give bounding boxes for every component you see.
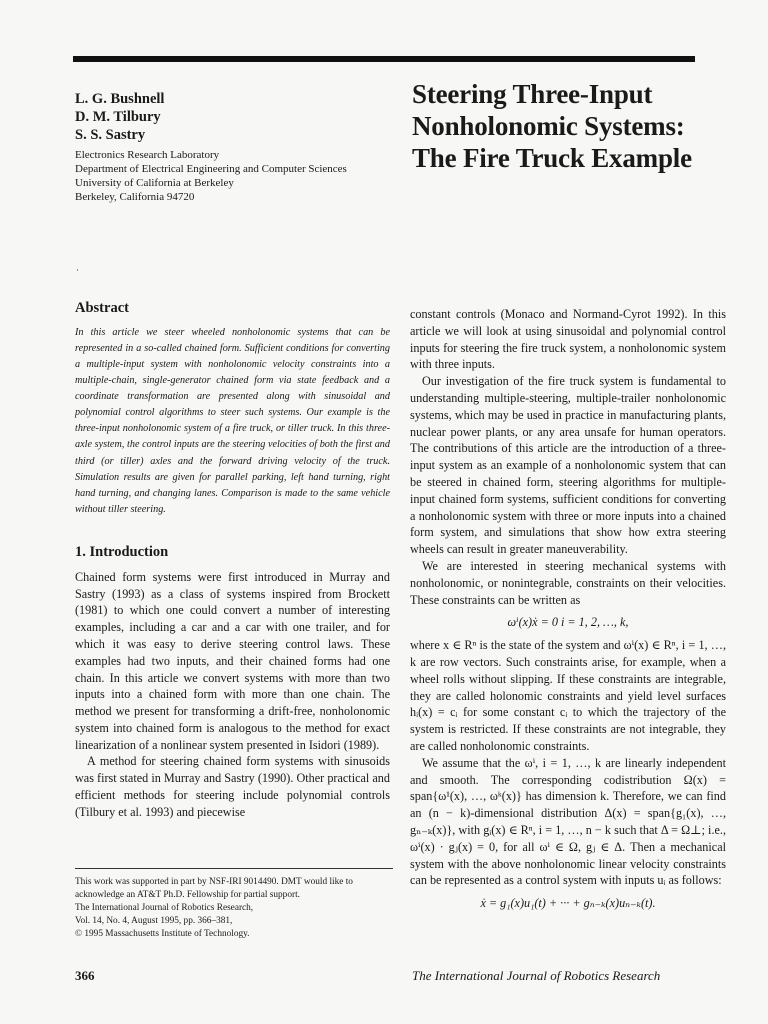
footnote-line: Vol. 14, No. 4, August 1995, pp. 366–381, xyxy=(75,916,233,926)
author-block xyxy=(75,90,405,204)
author-name: S. S. Sastry xyxy=(75,127,146,143)
page-number: 366 xyxy=(75,968,95,983)
body-paragraph-1: constant controls (Monaco and Normand-Cyrot 1992). In this article we will look at using sinusoidal and polynomial control inputs for steering the fire truck system, a nonholonomic system with three inputs. xyxy=(410,307,726,372)
body-paragraph-4: where x ∈ Rⁿ is the state of the system and ωⁱ(x) ∈ Rⁿ, i = 1, …, k are row vectors. Such constraints arise, for example, when a wheel rolls without slipping. If these constraints are integrable, they are called holonomic constraints and yield level surfaces hᵢ(x) = cᵢ for some constant cᵢ to which the trajectory of the system is restricted. If these constraints are not integrable, they are called nonholonomic constraints. xyxy=(410,638,726,753)
header-rule xyxy=(73,56,695,62)
abstract-text: In this article we steer wheeled nonholonomic systems that can be represented in a so-called chained form. Sufficient conditions for converting a multiple-input system with nonholonomic velocity constraints into a multiple-chain, single-generator chained form via state feedback and a coordinate transformation are presented along with sinusoidal and polynomial control algorithms to steer such systems. Our example is the three-input nonholonomic system of a fire truck, or tiller truck. In this three-axle system, the control inputs are the steering velocities of both the first and third (or tiller) axles and the forward driving velocity of the truck. Simulation results are given for parallel parking, left hand turning, right hand turning, and changing lanes. Comparison is made to the same vehicle without tiller steering. xyxy=(75,326,390,515)
article-title: Steering Three-Input Nonholonomic Systems: The Fire Truck Example xyxy=(412,79,692,173)
affiliation-line: University of California at Berkeley xyxy=(75,177,234,189)
footnote-line: © 1995 Massachusetts Institute of Technology. xyxy=(75,929,250,939)
abstract-heading: Abstract xyxy=(75,300,129,316)
author-name: D. M. Tilbury xyxy=(75,109,161,125)
left-column xyxy=(75,300,390,821)
stray-mark: · xyxy=(76,265,79,275)
body-paragraph-3: We are interested in steering mechanical systems with nonholonomic, or nonintegrable, constraints on their velocities. These constraints can be written as xyxy=(410,558,726,607)
introduction-heading: 1. Introduction xyxy=(75,543,169,560)
author-name: L. G. Bushnell xyxy=(75,91,165,107)
affiliation xyxy=(75,148,405,204)
equation-1: ωⁱ(x)ẋ = 0 i = 1, 2, …, k, xyxy=(507,615,629,630)
body-paragraph-2: Our investigation of the fire truck system is fundamental to understanding multiple-steering, multiple-trailer nonholonomic systems, which may be used in practice in manufacturing plants, nuclear power plants, or any area unsafe for human operators. The contributions of this article are the introduction of a three-input system as an example of a nonholonomic system that can be steered in chained form, steering algorithms for multiple-input chained form systems, sufficient conditions for converting a nonholonomic system with three or more inputs into a chained form system, and simulations that show how extra steering wheels can result in greater maneuverability. xyxy=(410,374,726,557)
intro-paragraph-2: A method for steering chained form systems with sinusoids was first stated in Murray and Sastry (1990). Other practical and efficient methods for steering include polynomial controls (Tilbury et al. 1993) and piecewise xyxy=(75,754,390,819)
affiliation-line: Department of Electrical Engineering and Computer Sciences xyxy=(75,163,347,175)
right-column xyxy=(410,306,726,918)
affiliation-line: Electronics Research Laboratory xyxy=(75,149,220,161)
body-paragraph-5: We assume that the ωⁱ, i = 1, …, k are linearly independent and smooth. The corresponding codistribution Ω(x) = span{ω¹(x), …, ωᵏ(x)} has dimension k. Therefore, we can find an (n − k)-dimensional distribution Δ(x) = span{g₁(x), …, gₙ₋ₖ(x)}, with gᵢ(x) ∈ Rⁿ, i = 1, …, n − k such that Δ = Ω⊥; i.e., ωⁱ(x) · gⱼ(x) = 0, for all ωⁱ ∈ Ω, gⱼ ∈ Δ. Then a mechanical system with the above nonholonomic linear velocity constraints can be represented as a control system with inputs uᵢ as follows: xyxy=(410,755,726,888)
footnote-line: This work was supported in part by NSF-IRI 9014490. DMT would like to acknowledge an AT&T Ph.D. Fellowship for partial support. xyxy=(75,877,353,900)
journal-name: The International Journal of Robotics Research xyxy=(412,968,661,983)
footnote xyxy=(75,868,393,941)
affiliation-line: Berkeley, California 94720 xyxy=(75,191,195,203)
intro-paragraph-1: Chained form systems were first introduced in Murray and Sastry (1993) as a class of systems inspired from Brockett (1981) to which one could convert a number of interesting examples, including a car and a car with one trailer, and for which it was easy to derive steering control laws. These examples had two inputs, and their chained forms had one chain. In this article we convert systems with more than two inputs into a chained form with more than one chain. The method we present for transforming a drift-free, nonholonomic system into chained form is analogous to the method for exact linearization of a nonlinear system presented in Isidori (1989). xyxy=(75,569,390,752)
footnote-line: The International Journal of Robotics Research, xyxy=(75,903,254,913)
equation-2: ẋ = g₁(x)u₁(t) + ··· + gₙ₋ₖ(x)uₙ₋ₖ(t). xyxy=(480,896,656,911)
